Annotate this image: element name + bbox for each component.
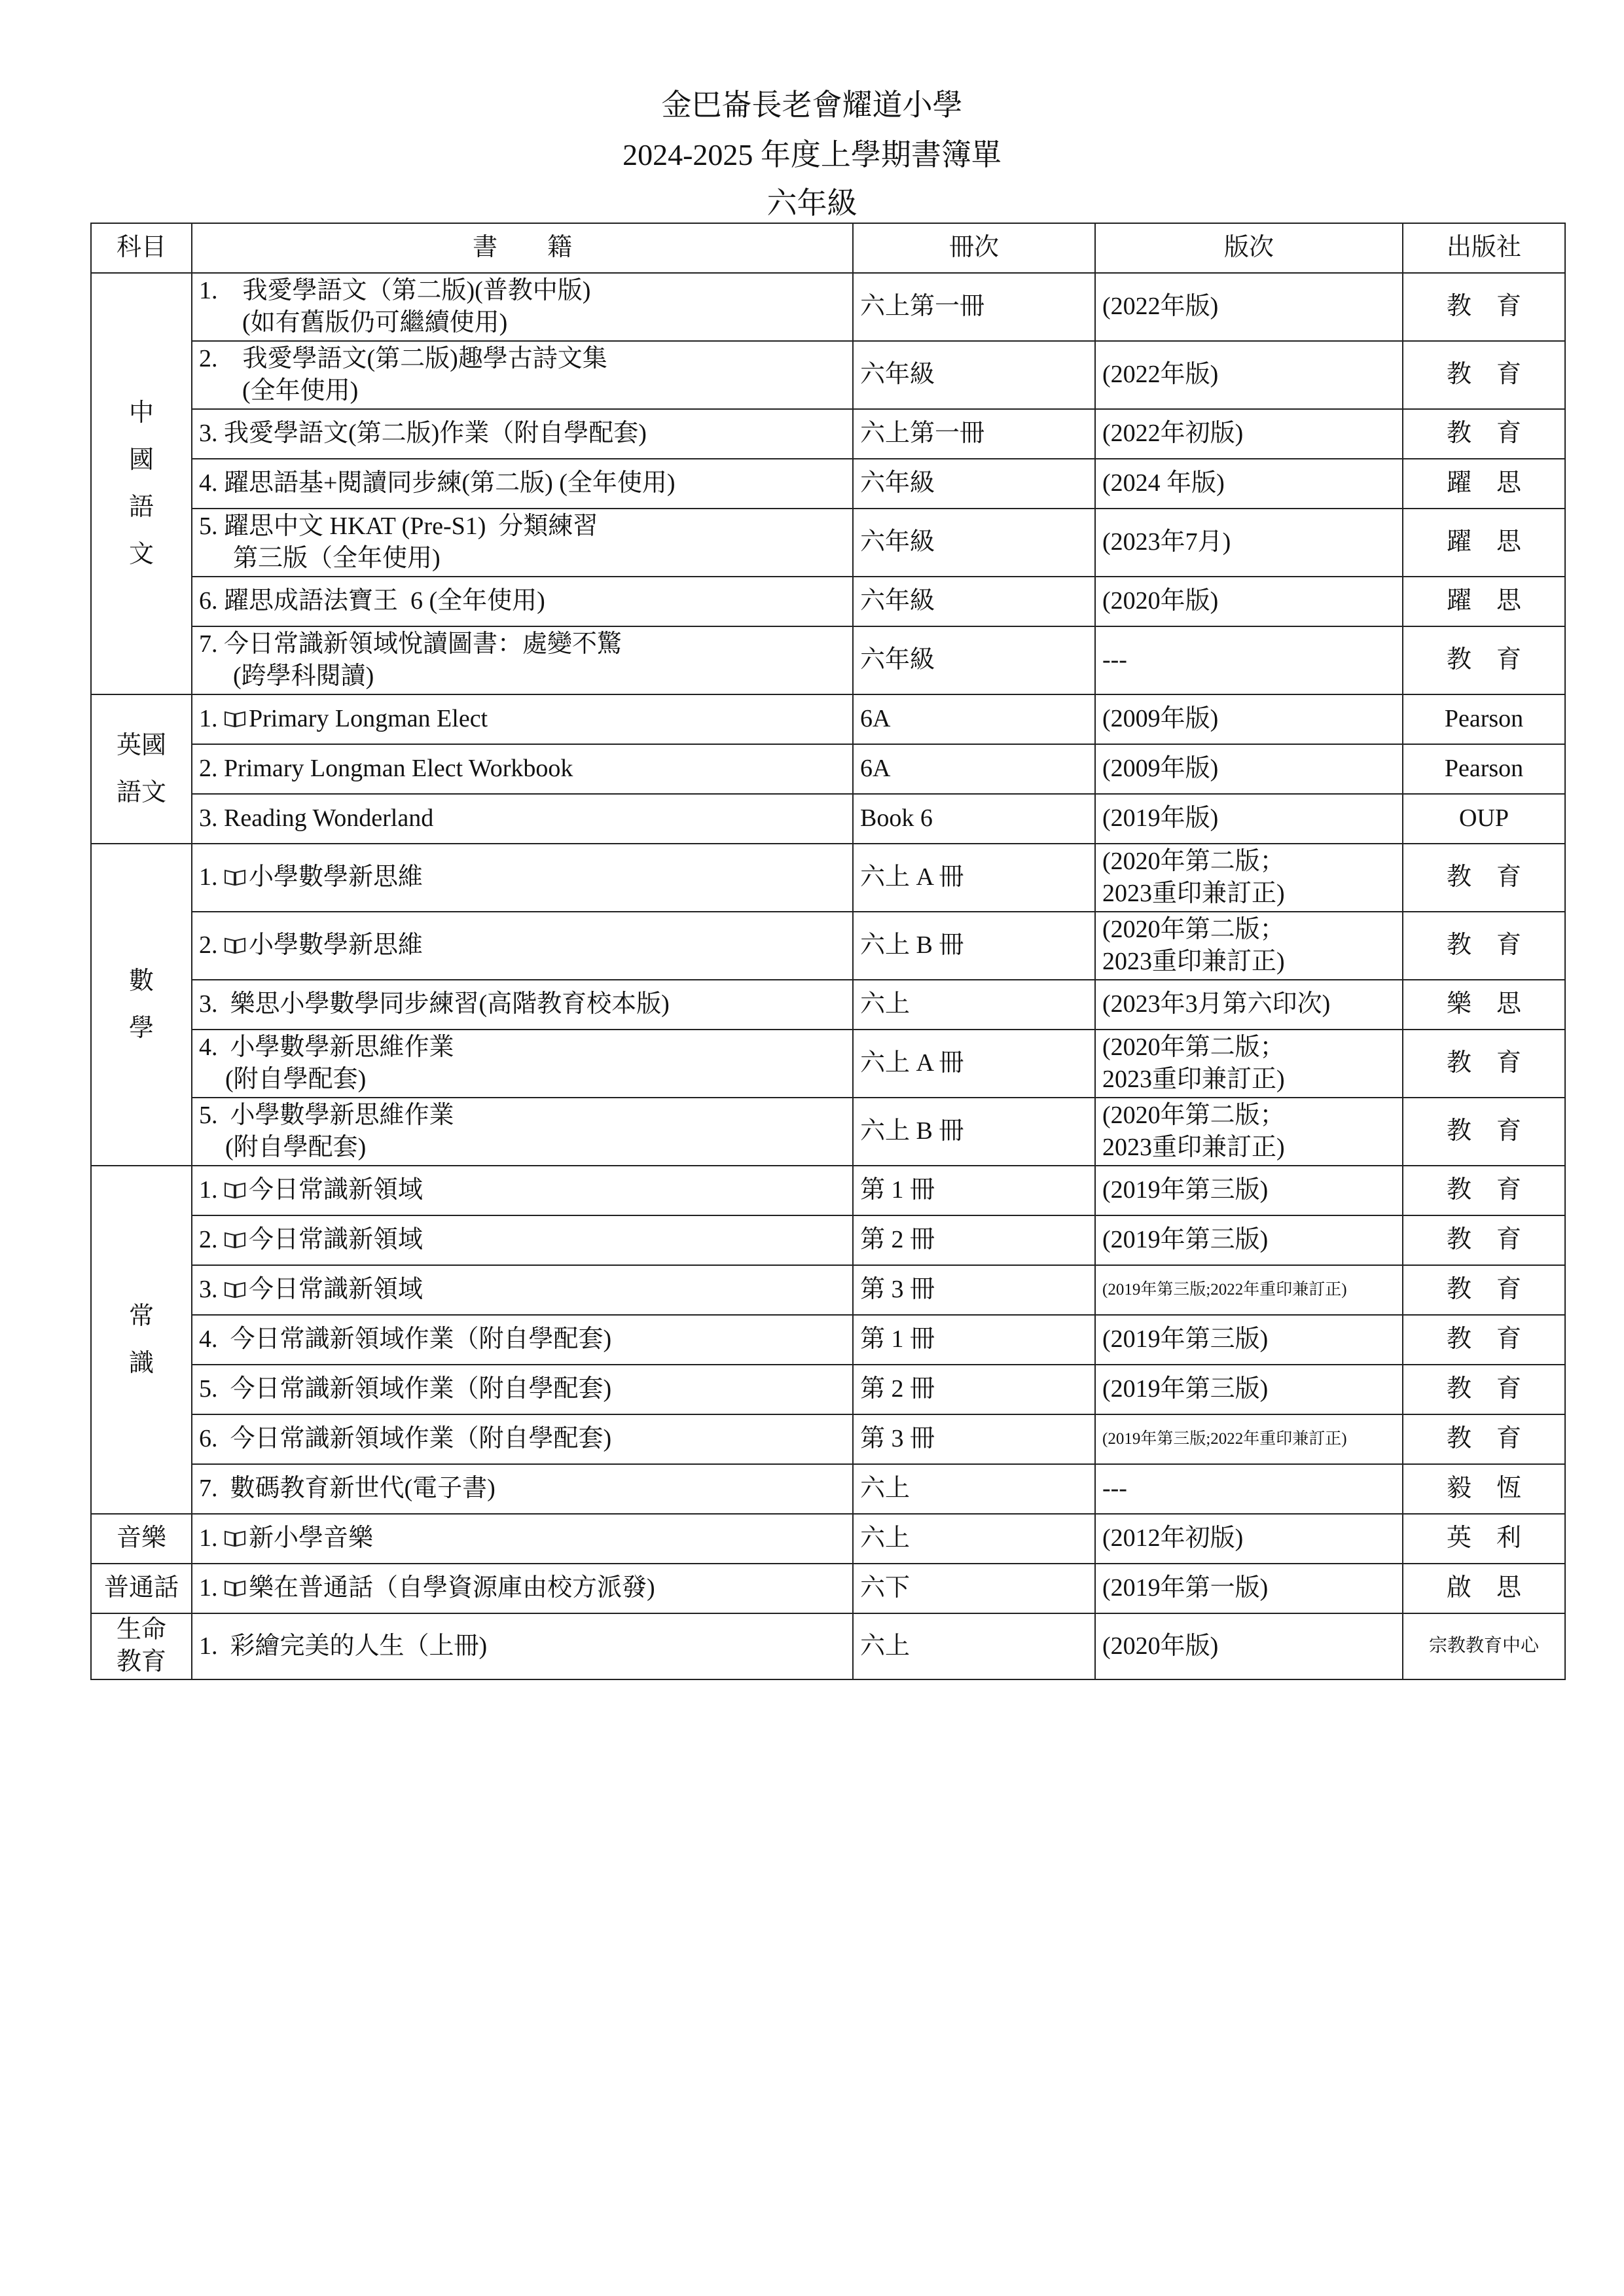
publisher: 教 育 bbox=[1403, 409, 1565, 459]
volume: 第 1 冊 bbox=[853, 1166, 1095, 1215]
book-title: 1. 彩繪完美的人生（上冊) bbox=[192, 1613, 853, 1679]
book-title: 6. 今日常識新領域作業（附自學配套) bbox=[192, 1414, 853, 1464]
volume: 六下 bbox=[853, 1564, 1095, 1613]
booklist-table bbox=[90, 223, 1566, 1680]
volume: 六上 A 冊 bbox=[853, 1030, 1095, 1098]
publisher: 英 利 bbox=[1403, 1514, 1565, 1564]
book-title: 2. Primary Longman Elect Workbook bbox=[192, 744, 853, 794]
publisher: OUP bbox=[1403, 794, 1565, 844]
publisher: 毅 恆 bbox=[1403, 1464, 1565, 1514]
edition: (2022年版) bbox=[1095, 341, 1403, 409]
edition: (2012年初版) bbox=[1095, 1514, 1403, 1564]
book-title: 3. 樂思小學數學同步練習(高階教育校本版) bbox=[192, 980, 853, 1030]
edition: (2019年第三版) bbox=[1095, 1315, 1403, 1365]
volume: 六年級 bbox=[853, 509, 1095, 577]
table-row bbox=[91, 509, 1565, 577]
subject-music: 音樂 bbox=[91, 1514, 192, 1564]
publisher: 樂 思 bbox=[1403, 980, 1565, 1030]
book-title: 1. Primary Longman Elect bbox=[192, 694, 853, 744]
book-icon bbox=[224, 709, 246, 728]
subject-math: 數 學 bbox=[91, 844, 192, 1166]
column-header-book: 書 籍 bbox=[192, 223, 853, 273]
table-row bbox=[91, 694, 1565, 744]
publisher: 宗教教育中心 bbox=[1403, 1613, 1565, 1679]
table-row bbox=[91, 1514, 1565, 1564]
edition: (2009年版) bbox=[1095, 744, 1403, 794]
book-title: 6. 躍思成語法寶王 6 (全年使用) bbox=[192, 577, 853, 626]
table-row bbox=[91, 1166, 1565, 1215]
table-header-row bbox=[91, 223, 1565, 273]
book-icon bbox=[224, 1579, 246, 1597]
edition: (2019年第三版;2022年重印兼訂正) bbox=[1095, 1414, 1403, 1464]
book-icon bbox=[224, 868, 246, 886]
volume: 六上第一冊 bbox=[853, 409, 1095, 459]
publisher: 教 育 bbox=[1403, 1315, 1565, 1365]
table-row bbox=[91, 1215, 1565, 1265]
publisher: 教 育 bbox=[1403, 1166, 1565, 1215]
table-row bbox=[91, 844, 1565, 912]
school-name: 金巴崙長老會耀道小學 bbox=[661, 88, 963, 122]
table-row bbox=[91, 409, 1565, 459]
edition: (2020年版) bbox=[1095, 577, 1403, 626]
edition: (2019年第三版;2022年重印兼訂正) bbox=[1095, 1265, 1403, 1315]
volume: 六上第一冊 bbox=[853, 273, 1095, 341]
volume: 第 3 冊 bbox=[853, 1265, 1095, 1315]
edition: (2020年第二版； 2023重印兼訂正) bbox=[1095, 1030, 1403, 1098]
table-row bbox=[91, 794, 1565, 844]
document-title: 2024-2025 年度上學期書簿單 bbox=[623, 138, 1001, 171]
volume: 六上 bbox=[853, 1514, 1095, 1564]
book-icon bbox=[224, 1529, 246, 1547]
column-header-volume: 冊次 bbox=[853, 223, 1095, 273]
book-title: 2. 今日常識新領域 bbox=[192, 1215, 853, 1265]
volume: 6A bbox=[853, 694, 1095, 744]
volume: 六上 B 冊 bbox=[853, 912, 1095, 980]
book-icon bbox=[224, 1181, 246, 1199]
book-title: 2. 我愛學語文(第二版)趣學古詩文集 (全年使用) bbox=[192, 341, 853, 409]
edition: (2019年版) bbox=[1095, 794, 1403, 844]
volume: 六上 bbox=[853, 1613, 1095, 1679]
volume: 6A bbox=[853, 744, 1095, 794]
book-title: 1. 樂在普通話（自學資源庫由校方派發) bbox=[192, 1564, 853, 1613]
table-row bbox=[91, 1464, 1565, 1514]
book-title: 5. 小學數學新思維作業 (附自學配套) bbox=[192, 1098, 853, 1166]
table-row bbox=[91, 1564, 1565, 1613]
book-title: 4. 小學數學新思維作業 (附自學配套) bbox=[192, 1030, 853, 1098]
volume: 六上 bbox=[853, 980, 1095, 1030]
publisher: 躍 思 bbox=[1403, 509, 1565, 577]
publisher: 躍 思 bbox=[1403, 459, 1565, 509]
book-title: 2. 小學數學新思維 bbox=[192, 912, 853, 980]
volume: 六年級 bbox=[853, 577, 1095, 626]
publisher: 躍 思 bbox=[1403, 577, 1565, 626]
book-title: 5. 躍思中文 HKAT (Pre-S1) 分類練習 第三版（全年使用) bbox=[192, 509, 853, 577]
table-row bbox=[91, 341, 1565, 409]
book-title: 3. Reading Wonderland bbox=[192, 794, 853, 844]
edition: (2020年第二版； 2023重印兼訂正) bbox=[1095, 912, 1403, 980]
edition: (2020年版) bbox=[1095, 1613, 1403, 1679]
table-row bbox=[91, 459, 1565, 509]
edition: (2022年初版) bbox=[1095, 409, 1403, 459]
volume: 六年級 bbox=[853, 341, 1095, 409]
edition: (2020年第二版； 2023重印兼訂正) bbox=[1095, 1098, 1403, 1166]
publisher: 教 育 bbox=[1403, 1365, 1565, 1414]
book-title: 7. 今日常識新領域悅讀圖書：處變不驚 (跨學科閱讀) bbox=[192, 626, 853, 694]
table-row bbox=[91, 1414, 1565, 1464]
volume: 第 3 冊 bbox=[853, 1414, 1095, 1464]
edition: (2009年版) bbox=[1095, 694, 1403, 744]
edition: (2023年3月第六印次) bbox=[1095, 980, 1403, 1030]
book-title: 1. 今日常識新領域 bbox=[192, 1166, 853, 1215]
table-row bbox=[91, 626, 1565, 694]
publisher: 教 育 bbox=[1403, 1414, 1565, 1464]
edition: (2023年7月) bbox=[1095, 509, 1403, 577]
edition: --- bbox=[1095, 1464, 1403, 1514]
volume: 六上 B 冊 bbox=[853, 1098, 1095, 1166]
table-row bbox=[91, 1030, 1565, 1098]
subject-english: 英國 語文 bbox=[91, 694, 192, 844]
edition: (2019年第三版) bbox=[1095, 1166, 1403, 1215]
volume: Book 6 bbox=[853, 794, 1095, 844]
book-title: 3. 我愛學語文(第二版)作業（附自學配套) bbox=[192, 409, 853, 459]
publisher: 教 育 bbox=[1403, 1098, 1565, 1166]
publisher: 啟 思 bbox=[1403, 1564, 1565, 1613]
volume: 第 1 冊 bbox=[853, 1315, 1095, 1365]
publisher: 教 育 bbox=[1403, 1030, 1565, 1098]
subject-putonghua: 普通話 bbox=[91, 1564, 192, 1613]
edition: (2020年第二版； 2023重印兼訂正) bbox=[1095, 844, 1403, 912]
table-row bbox=[91, 980, 1565, 1030]
publisher: 教 育 bbox=[1403, 626, 1565, 694]
edition: (2019年第一版) bbox=[1095, 1564, 1403, 1613]
publisher: 教 育 bbox=[1403, 912, 1565, 980]
edition: (2024 年版) bbox=[1095, 459, 1403, 509]
edition: (2019年第三版) bbox=[1095, 1365, 1403, 1414]
edition: --- bbox=[1095, 626, 1403, 694]
book-title: 1. 我愛學語文（第二版)(普教中版) (如有舊版仍可繼續使用) bbox=[192, 273, 853, 341]
book-icon bbox=[224, 1280, 246, 1299]
book-title: 4. 今日常識新領域作業（附自學配套) bbox=[192, 1315, 853, 1365]
edition: (2022年版) bbox=[1095, 273, 1403, 341]
volume: 第 2 冊 bbox=[853, 1215, 1095, 1265]
book-icon bbox=[224, 1230, 246, 1249]
subject-chinese: 中 國 語 文 bbox=[91, 273, 192, 694]
book-title: 1. 新小學音樂 bbox=[192, 1514, 853, 1564]
publisher: 教 育 bbox=[1403, 273, 1565, 341]
table-row bbox=[91, 912, 1565, 980]
table-row bbox=[91, 273, 1565, 341]
table-row bbox=[91, 1265, 1565, 1315]
book-title: 7. 數碼教育新世代(電子書) bbox=[192, 1464, 853, 1514]
book-title: 3. 今日常識新領域 bbox=[192, 1265, 853, 1315]
volume: 六年級 bbox=[853, 459, 1095, 509]
book-title: 5. 今日常識新領域作業（附自學配套) bbox=[192, 1365, 853, 1414]
volume: 六上 bbox=[853, 1464, 1095, 1514]
grade-title: 六年級 bbox=[767, 187, 857, 220]
publisher: 教 育 bbox=[1403, 844, 1565, 912]
table-row bbox=[91, 1315, 1565, 1365]
book-icon bbox=[224, 936, 246, 954]
subject-general-studies: 常 識 bbox=[91, 1166, 192, 1514]
table-row bbox=[91, 1365, 1565, 1414]
publisher: Pearson bbox=[1403, 694, 1565, 744]
publisher: 教 育 bbox=[1403, 1215, 1565, 1265]
volume: 第 2 冊 bbox=[853, 1365, 1095, 1414]
column-header-publisher: 出版社 bbox=[1403, 223, 1565, 273]
table-row bbox=[91, 744, 1565, 794]
publisher: 教 育 bbox=[1403, 1265, 1565, 1315]
column-header-subject: 科目 bbox=[91, 223, 192, 273]
book-title: 4. 躍思語基+閱讀同步練(第二版) (全年使用) bbox=[192, 459, 853, 509]
volume: 六年級 bbox=[853, 626, 1095, 694]
column-header-edition: 版次 bbox=[1095, 223, 1403, 273]
table-row bbox=[91, 577, 1565, 626]
table-row bbox=[91, 1098, 1565, 1166]
publisher: Pearson bbox=[1403, 744, 1565, 794]
publisher: 教 育 bbox=[1403, 341, 1565, 409]
table-row bbox=[91, 1613, 1565, 1679]
subject-life-education: 生命 教育 bbox=[91, 1613, 192, 1679]
edition: (2019年第三版) bbox=[1095, 1215, 1403, 1265]
volume: 六上 A 冊 bbox=[853, 844, 1095, 912]
book-title: 1. 小學數學新思維 bbox=[192, 844, 853, 912]
